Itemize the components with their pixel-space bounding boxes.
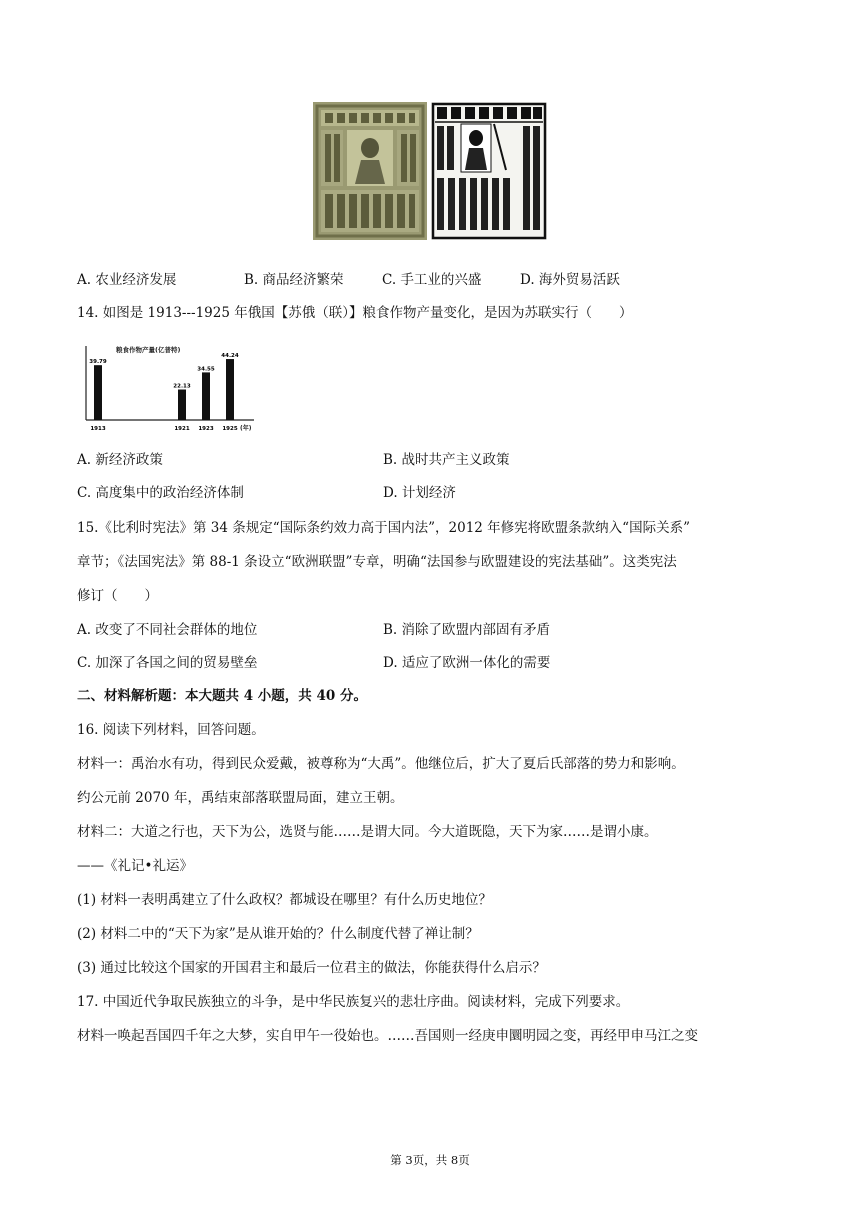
q13-option-d: D. 海外贸易活跃 xyxy=(520,272,620,288)
bar-value-label-1921: 22.13 xyxy=(173,383,191,390)
q16-line-4: 材料二：大道之行也，天下为公，选贤与能……是谓大同。今大道既隐，天下为家……是谓小康。 xyxy=(77,824,658,840)
chart-x-unit: (年) xyxy=(240,425,252,432)
q15-option-d: D. 适应了欧洲一体化的需要 xyxy=(383,655,551,671)
printed-advertisement-image xyxy=(431,102,547,240)
q15-stem-line-3: 修订（ ） xyxy=(77,588,158,604)
q15-option-a: A. 改变了不同社会群体的地位 xyxy=(77,622,258,638)
q17-line-1: 17. 中国近代争取民族独立的斗争，是中华民族复兴的悲壮序曲。阅读材料，完成下列要求。 xyxy=(77,994,630,1010)
grain-output-bar-chart xyxy=(82,340,262,432)
q15-stem-line-1: 15.《比利时宪法》第 34 条规定“国际条约效力高于国内法”，2012 年修宪将欧盟条款纳入“国际关系” xyxy=(77,520,690,536)
q13-option-c: C. 手工业的兴盛 xyxy=(382,272,482,288)
bar-value-label-1925: 44.24 xyxy=(221,353,239,360)
q14-option-a: A. 新经济政策 xyxy=(77,452,163,468)
bar-value-label-1913: 39.79 xyxy=(89,359,107,366)
tick-label-1925: 1925 xyxy=(222,426,238,432)
q16-line-6: (1) 材料一表明禹建立了什么政权？都城设在哪里？有什么历史地位？ xyxy=(77,892,492,908)
page-number: 第 3页，共 8页 xyxy=(390,1153,470,1167)
q13-option-a: A. 农业经济发展 xyxy=(77,272,177,288)
bar-1923 xyxy=(202,372,210,420)
q15-option-b: B. 消除了欧盟内部固有矛盾 xyxy=(383,622,551,638)
q16-line-2: 材料一：禹治水有功，得到民众爱戴，被尊称为“大禹”。他继位后，扩大了夏后氏部落的势力和影响。 xyxy=(77,756,685,772)
chart-title: 粮食作物产量(亿普特) xyxy=(116,346,181,354)
tick-label-1921: 1921 xyxy=(174,426,190,432)
tick-label-1923: 1923 xyxy=(198,426,214,432)
q14-option-c: C. 高度集中的政治经济体制 xyxy=(77,485,244,501)
q15-stem-line-2: 章节；《法国宪法》第 88-1 条设立“欧洲联盟”专章，明确“法国参与欧盟建设的宪法基础”。这类宪法 xyxy=(77,554,677,570)
section-heading: 二、材料解析题：本大题共 4 小题，共 40 分。 xyxy=(77,688,367,704)
bar-1921 xyxy=(178,390,186,420)
q14-option-b: B. 战时共产主义政策 xyxy=(383,452,510,468)
q17-line-2: 材料一唤起吾国四千年之大梦，实自甲午一役始也。……吾国则一经庚申圜明园之变，再经甲申马江之变 xyxy=(77,1028,698,1044)
q14-option-d: D. 计划经济 xyxy=(383,485,456,501)
bar-1925 xyxy=(226,359,234,420)
q16-line-3: 约公元前 2070 年，禹结束部落联盟局面，建立王朝。 xyxy=(77,790,404,806)
q16-line-1: 16. 阅读下列材料，回答问题。 xyxy=(77,722,265,738)
bar-1913 xyxy=(94,365,102,420)
q13-option-b: B. 商品经济繁荣 xyxy=(244,272,344,288)
q16-line-7: (2) 材料二中的“天下为家”是从谁开始的？什么制度代替了禅让制？ xyxy=(77,926,479,942)
bronze-printing-plate-image xyxy=(313,102,427,240)
bar-value-label-1923: 34.55 xyxy=(197,366,215,373)
q16-line-8: (3) 通过比较这个国家的开国君主和最后一位君主的做法，你能获得什么启示？ xyxy=(77,960,546,976)
q14-stem: 14. 如图是 1913---1925 年俄国【苏俄（联）】粮食作物产量变化，是因为苏联实行（ ） xyxy=(77,305,633,321)
q15-option-c: C. 加深了各国之间的贸易壁垒 xyxy=(77,655,258,671)
tick-label-1913: 1913 xyxy=(90,426,106,432)
q16-line-5: ——《礼记•礼运》 xyxy=(77,858,193,874)
